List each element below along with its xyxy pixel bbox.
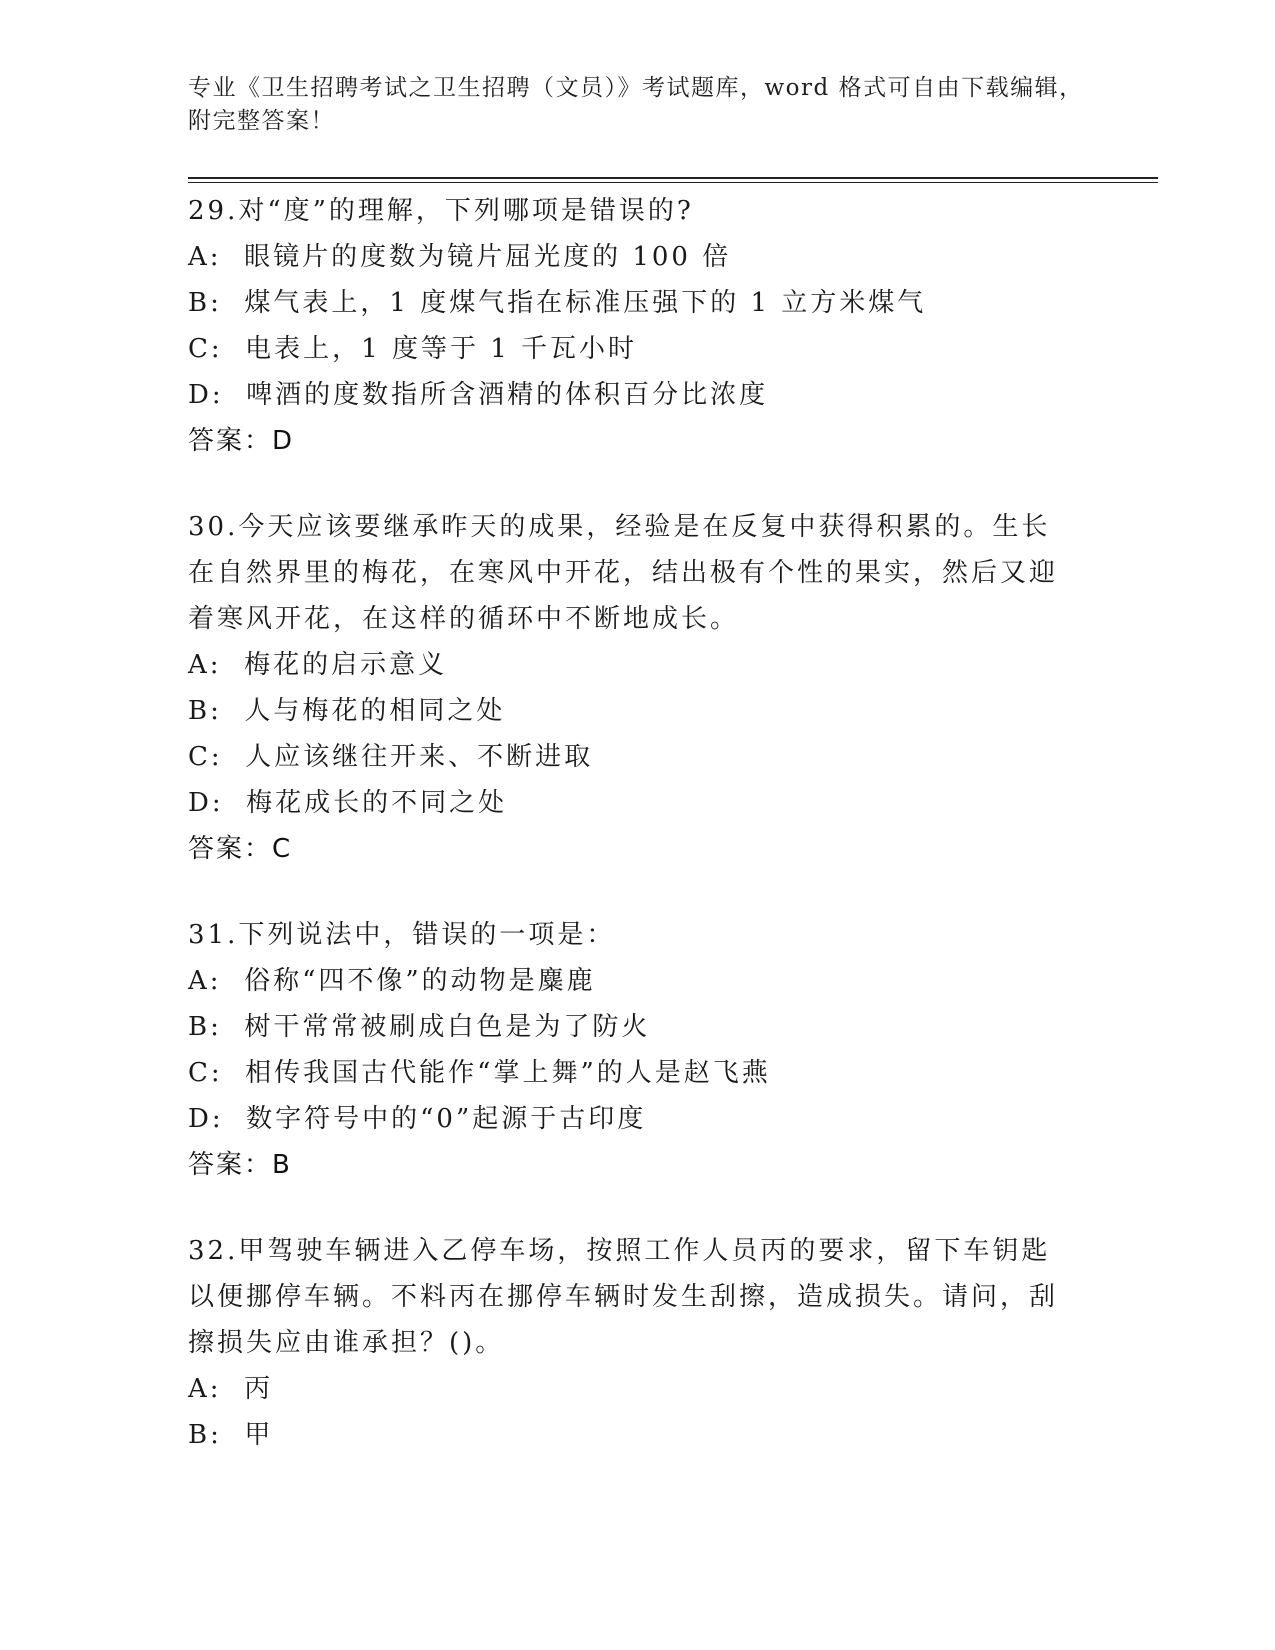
- question-stem: 32.甲驾驶车辆进入乙停车场，按照工作人员丙的要求，留下车钥匙以便挪停车辆。不料丙在挪停车辆时发生刮擦，造成损失。请问，刮擦损失应由谁承担？()。: [188, 1236, 1059, 1358]
- option-d: D: 梅花成长的不同之处: [188, 788, 508, 818]
- option-d: D: 数字符号中的“0”起源于古印度: [188, 1104, 647, 1134]
- option-c: C: 电表上，1 度等于 1 千瓦小时: [188, 334, 638, 364]
- question-item: [188, 1228, 1088, 1458]
- option-b: B: 煤气表上，1 度煤气指在标准压强下的 1 立方米煤气: [188, 288, 927, 318]
- option-c: C: 相传我国古代能作“掌上舞”的人是赵飞燕: [188, 1058, 771, 1088]
- question-item: [188, 912, 1088, 1188]
- option-a: A: 眼镜片的度数为镜片屈光度的 100 倍: [188, 242, 732, 272]
- question-list: [188, 188, 1088, 1488]
- header-divider-thick: [188, 177, 1158, 179]
- answer-label: 答案：B: [188, 1150, 292, 1180]
- option-b: B: 甲: [188, 1420, 274, 1450]
- option-b: B: 人与梅花的相同之处: [188, 696, 506, 726]
- question-item: [188, 188, 1088, 464]
- option-a: A: 梅花的启示意义: [188, 650, 448, 680]
- answer-label: 答案：D: [188, 426, 295, 456]
- answer-label: 答案：C: [188, 834, 293, 864]
- document-header: 专业《卫生招聘考试之卫生招聘（文员）》考试题库，word 格式可自由下载编辑，附完整答案！: [188, 75, 1084, 134]
- option-d: D: 啤酒的度数指所含酒精的体积百分比浓度: [188, 380, 769, 410]
- option-c: C: 人应该继往开来、不断进取: [188, 742, 594, 772]
- question-item: [188, 504, 1088, 872]
- question-stem: 30.今天应该要继承昨天的成果，经验是在反复中获得积累的。生长在自然界里的梅花，在寒风中开花，结出极有个性的果实，然后又迎着寒风开花，在这样的循环中不断地成长。: [188, 512, 1059, 634]
- option-a: A: 俗称“四不像”的动物是麋鹿: [188, 966, 596, 996]
- header-divider-thin: [188, 182, 1158, 183]
- option-a: A: 丙: [188, 1374, 274, 1404]
- option-b: B: 树干常常被刷成白色是为了防火: [188, 1012, 651, 1042]
- question-stem: 29.对“度”的理解，下列哪项是错误的?: [188, 196, 694, 226]
- question-stem: 31.下列说法中，错误的一项是：: [188, 920, 616, 950]
